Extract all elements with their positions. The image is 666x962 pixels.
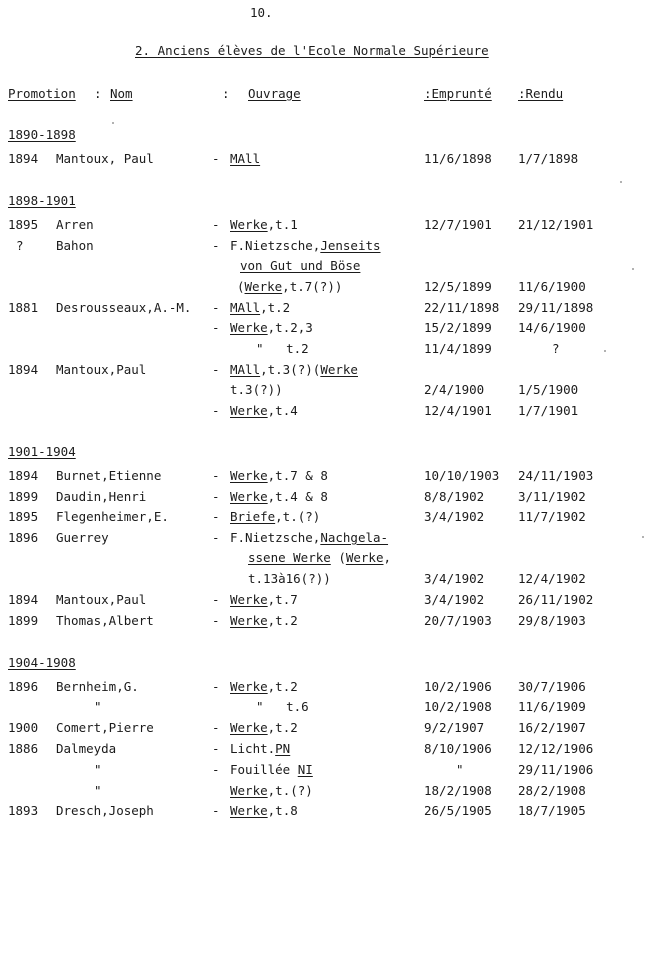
- header-emprunte: :Emprunté: [424, 86, 492, 101]
- underlined-title: Werke: [244, 279, 283, 294]
- work-cell: [240, 258, 360, 273]
- returned-date-cell: 29/11/1898: [518, 300, 594, 315]
- borrowed-date-cell: 20/7/1903: [424, 613, 492, 628]
- work-cell: [230, 151, 260, 166]
- name-cell: Mantoux,Paul: [56, 592, 147, 607]
- scan-speck: [604, 350, 606, 352]
- section-title: 2. Anciens élèves de l'Ecole Normale Supérieure: [135, 43, 489, 58]
- promotion-cell: 1894: [8, 468, 39, 483]
- group-heading: 1898-1901: [8, 193, 76, 208]
- scan-speck: [642, 536, 644, 538]
- work-cell: t.13à16(?)): [248, 571, 331, 586]
- returned-date-cell: 18/7/1905: [518, 803, 586, 818]
- group-heading: 1901-1904: [8, 444, 76, 459]
- borrowed-date-cell: ": [456, 762, 464, 777]
- borrowed-date-cell: 9/2/1907: [424, 720, 485, 735]
- returned-date-cell: 1/7/1898: [518, 151, 579, 166]
- work-cell: " t.2: [256, 341, 309, 356]
- returned-date-cell: 30/7/1906: [518, 679, 586, 694]
- dash-marker: -: [212, 320, 220, 335]
- returned-date-cell: 12/12/1906: [518, 741, 594, 756]
- name-cell: Burnet,Etienne: [56, 468, 162, 483]
- promotion-cell: 1900: [8, 720, 39, 735]
- promotion-cell: 1896: [8, 530, 39, 545]
- promotion-cell: 1893: [8, 803, 39, 818]
- borrowed-date-cell: 10/2/1906: [424, 679, 492, 694]
- work-cell: Fouillée NI: [230, 762, 313, 777]
- dash-marker: -: [212, 217, 220, 232]
- returned-date-cell: 24/11/1903: [518, 468, 594, 483]
- scan-speck: [112, 122, 114, 124]
- dash-marker: -: [212, 509, 220, 524]
- work-cell: Briefe,t.(?): [230, 509, 321, 524]
- underlined-title: Werke: [230, 720, 268, 735]
- underlined-title: Werke: [230, 217, 268, 232]
- returned-date-cell: 16/2/1907: [518, 720, 586, 735]
- scan-speck: [632, 268, 634, 270]
- dash-marker: -: [212, 151, 220, 166]
- dash-marker: -: [212, 720, 220, 735]
- work-cell: Werke,t.2,3: [230, 320, 313, 335]
- returned-date-cell: 12/4/1902: [518, 571, 586, 586]
- work-cell: Werke,t.7: [230, 592, 298, 607]
- promotion-cell: 1886: [8, 741, 39, 756]
- promotion-cell: 1894: [8, 592, 39, 607]
- underlined-title: Werke: [230, 613, 268, 628]
- page-number: 10.: [250, 5, 273, 20]
- name-cell: Comert,Pierre: [56, 720, 154, 735]
- underlined-title: Werke: [230, 592, 268, 607]
- promotion-cell: 1896: [8, 679, 39, 694]
- returned-date-cell: 29/8/1903: [518, 613, 586, 628]
- underlined-title: Nachgela-: [320, 530, 389, 545]
- group-heading: 1904-1908: [8, 655, 76, 670]
- promotion-cell: 1894: [8, 362, 39, 377]
- promotion-cell: 1895: [8, 509, 39, 524]
- returned-date-cell: 26/11/1902: [518, 592, 594, 607]
- work-cell: MAll,t.2: [230, 300, 291, 315]
- underlined-title: Werke: [345, 550, 384, 565]
- borrowed-date-cell: 12/4/1901: [424, 403, 492, 418]
- dash-marker: -: [212, 403, 220, 418]
- dash-marker: -: [212, 362, 220, 377]
- header-separator: :: [94, 86, 102, 101]
- underlined-title: Werke: [230, 489, 268, 504]
- borrowed-date-cell: 15/2/1899: [424, 320, 492, 335]
- header-ouvrage: Ouvrage: [248, 86, 301, 101]
- dash-marker: -: [212, 300, 220, 315]
- work-cell: F.Nietzsche,Nachgela-: [230, 530, 389, 545]
- underlined-title: NI: [297, 762, 313, 777]
- work-cell: F.Nietzsche,Jenseits: [230, 238, 381, 253]
- dash-marker: -: [212, 762, 220, 777]
- returned-date-cell: 3/11/1902: [518, 489, 586, 504]
- returned-date-cell: 29/11/1906: [518, 762, 594, 777]
- dash-marker: -: [212, 530, 220, 545]
- name-cell: Bahon: [56, 238, 94, 253]
- returned-date-cell: 11/6/1900: [518, 279, 586, 294]
- promotion-cell: 1899: [8, 489, 39, 504]
- group-heading: 1890-1898: [8, 127, 76, 142]
- underlined-title: Werke: [230, 679, 268, 694]
- borrowed-date-cell: 3/4/1902: [424, 509, 485, 524]
- name-cell: ": [94, 762, 102, 777]
- name-cell: Dalmeyda: [56, 741, 117, 756]
- underlined-title: Werke: [320, 362, 358, 377]
- dash-marker: -: [212, 468, 220, 483]
- scan-speck: [620, 181, 622, 183]
- work-cell: t.3(?)): [230, 382, 283, 397]
- returned-date-cell: 1/7/1901: [518, 403, 579, 418]
- borrowed-date-cell: 3/4/1902: [424, 571, 485, 586]
- promotion-cell: 1881: [8, 300, 39, 315]
- borrowed-date-cell: 8/8/1902: [424, 489, 485, 504]
- returned-date-cell: 28/2/1908: [518, 783, 586, 798]
- promotion-cell: 1895: [8, 217, 39, 232]
- name-cell: Mantoux, Paul: [56, 151, 154, 166]
- borrowed-date-cell: 11/4/1899: [424, 341, 492, 356]
- name-cell: Flegenheimer,E.: [56, 509, 169, 524]
- header-promotion: Promotion: [8, 86, 76, 101]
- work-cell: Werke,t.4: [230, 403, 298, 418]
- borrowed-date-cell: 11/6/1898: [424, 151, 492, 166]
- dash-marker: -: [212, 238, 220, 253]
- borrowed-date-cell: 12/5/1899: [424, 279, 492, 294]
- borrowed-date-cell: 8/10/1906: [424, 741, 492, 756]
- borrowed-date-cell: 26/5/1905: [424, 803, 492, 818]
- work-cell: Werke,t.1: [230, 217, 298, 232]
- borrowed-date-cell: 22/11/1898: [424, 300, 500, 315]
- underlined-title: ssene Werke: [248, 550, 331, 565]
- work-cell: Werke,t.2: [230, 720, 298, 735]
- underlined-title: MAll: [230, 300, 261, 315]
- underlined-title: Werke: [230, 403, 268, 418]
- name-cell: ": [94, 783, 102, 798]
- dash-marker: -: [212, 489, 220, 504]
- returned-date-cell: 11/6/1909: [518, 699, 586, 714]
- underlined-title: Werke: [230, 803, 268, 818]
- underlined-title: Jenseits: [320, 238, 381, 253]
- dash-marker: -: [212, 592, 220, 607]
- header-separator: :: [222, 86, 230, 101]
- work-cell: " t.6: [256, 699, 309, 714]
- underlined-title: Werke: [230, 783, 268, 798]
- dash-marker: -: [212, 679, 220, 694]
- work-cell: (Werke,t.7(?)): [237, 279, 343, 294]
- borrowed-date-cell: 10/2/1908: [424, 699, 492, 714]
- underlined-title: MAll: [230, 151, 261, 166]
- underlined-title: von Gut und Böse: [240, 258, 361, 273]
- returned-date-cell: ?: [552, 341, 560, 356]
- name-cell: Dresch,Joseph: [56, 803, 154, 818]
- underlined-title: PN: [275, 741, 291, 756]
- work-cell: Licht.PN: [230, 741, 291, 756]
- work-cell: Werke,t.2: [230, 613, 298, 628]
- name-cell: ": [94, 699, 102, 714]
- borrowed-date-cell: 3/4/1902: [424, 592, 485, 607]
- promotion-cell: 1894: [8, 151, 39, 166]
- underlined-title: Werke: [230, 468, 268, 483]
- dash-marker: -: [212, 613, 220, 628]
- returned-date-cell: 1/5/1900: [518, 382, 579, 397]
- name-cell: Daudin,Henri: [56, 489, 147, 504]
- work-cell: MAll,t.3(?)(Werke: [230, 362, 358, 377]
- underlined-title: MAll: [230, 362, 261, 377]
- name-cell: Thomas,Albert: [56, 613, 154, 628]
- work-cell: Werke,t.7 & 8: [230, 468, 328, 483]
- borrowed-date-cell: 2/4/1900: [424, 382, 485, 397]
- dash-marker: -: [212, 803, 220, 818]
- promotion-cell: ?: [16, 238, 24, 253]
- borrowed-date-cell: 18/2/1908: [424, 783, 492, 798]
- work-cell: ssene Werke (Werke,: [248, 550, 392, 565]
- work-cell: Werke,t.(?): [230, 783, 313, 798]
- work-cell: Werke,t.2: [230, 679, 298, 694]
- underlined-title: Briefe: [230, 509, 276, 524]
- name-cell: Guerrey: [56, 530, 109, 545]
- returned-date-cell: 14/6/1900: [518, 320, 586, 335]
- borrowed-date-cell: 10/10/1903: [424, 468, 500, 483]
- header-rendu: :Rendu: [518, 86, 564, 101]
- name-cell: Arren: [56, 217, 94, 232]
- borrowed-date-cell: 12/7/1901: [424, 217, 492, 232]
- underlined-title: Werke: [230, 320, 268, 335]
- name-cell: Desrousseaux,A.-M.: [56, 300, 192, 315]
- returned-date-cell: 21/12/1901: [518, 217, 594, 232]
- header-nom: Nom: [110, 86, 133, 101]
- dash-marker: -: [212, 741, 220, 756]
- promotion-cell: 1899: [8, 613, 39, 628]
- name-cell: Mantoux,Paul: [56, 362, 147, 377]
- returned-date-cell: 11/7/1902: [518, 509, 586, 524]
- name-cell: Bernheim,G.: [56, 679, 139, 694]
- work-cell: Werke,t.8: [230, 803, 298, 818]
- work-cell: Werke,t.4 & 8: [230, 489, 328, 504]
